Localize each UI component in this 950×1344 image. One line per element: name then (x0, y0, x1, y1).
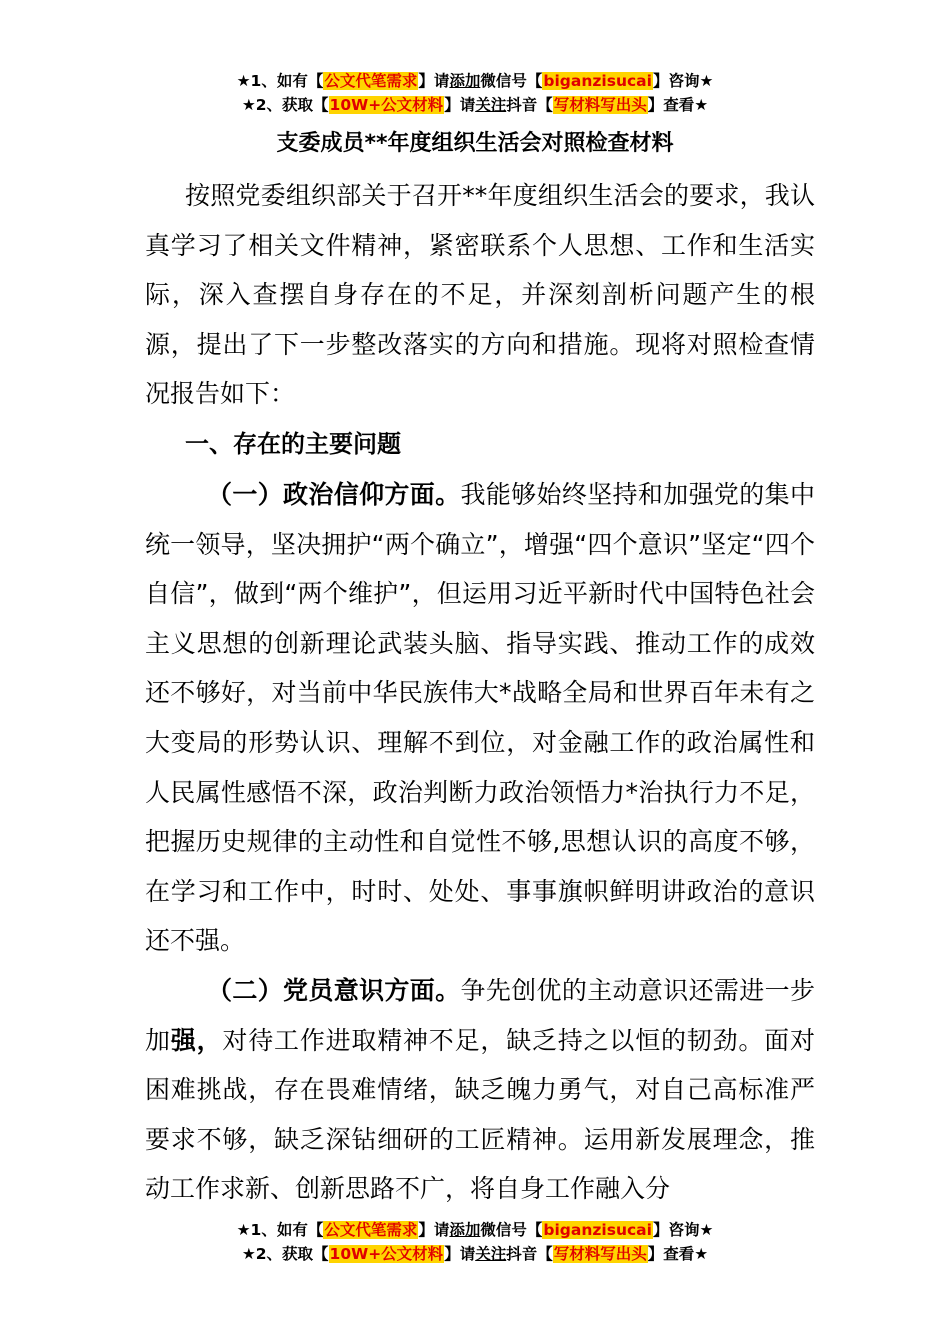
promo-highlight: biganzisucai (543, 72, 652, 90)
promo-highlight: 10W+公文材料 (329, 1245, 444, 1263)
promo-underlined: 添加 (449, 72, 481, 90)
item-2-paragraph (145, 966, 815, 1214)
promo-text: 抖音【 (506, 96, 553, 114)
promo-text: ★1、如有【 (236, 72, 324, 90)
promo-text: 】查看★ (647, 1245, 709, 1263)
promo-line-1 (0, 69, 950, 93)
item-2-text: 争先创优的主动意识还需进一步加 (145, 976, 815, 1055)
item-1-heading: （一）政治信仰方面。 (207, 480, 461, 509)
promo-text: 】查看★ (647, 96, 709, 114)
promo-text: 】请 (444, 96, 476, 114)
intro-paragraph (145, 171, 815, 419)
promo-text: 】请 (418, 72, 450, 90)
promo-text: ★1、如有【 (236, 1221, 324, 1239)
promo-highlight: biganzisucai (543, 1221, 652, 1239)
section-heading: 一、存在的主要问题 (185, 430, 401, 458)
promo-text: 】请 (444, 1245, 476, 1263)
promo-banner-bottom (0, 1218, 950, 1266)
promo-text: ★2、获取【 (241, 96, 329, 114)
promo-underlined: 关注 (475, 1245, 507, 1263)
promo-highlight: 10W+公文材料 (329, 96, 444, 114)
promo-line-1 (0, 1218, 950, 1242)
item-1-paragraph (145, 470, 815, 966)
promo-text: 】咨询★ (652, 72, 714, 90)
document-title: 支委成员**年度组织生活会对照检查材料 (276, 131, 674, 156)
promo-text: 微信号【 (480, 1221, 543, 1239)
promo-text: ★2、获取【 (241, 1245, 329, 1263)
item-1-text: 我能够始终坚持和加强党的集中统一领导，坚决拥护“两个确立”，增强“四个意识”坚定“四个自信”，做到“两个维护”，但运用习近平新时代中国特色社会主义思想的创新理论武装头脑、指导实践、推动工作的成效还不够好，对当前中华民族伟大*战略全局和世界百年未有之大变局的形势认识、理解不到位，对金融工作的政治属性和人民属性感悟不深，政治判断力政治领悟力*治执行力不足，把握历史规律的主动性和自觉性不够,思想认识的高度不够，在学习和工作中，时时、处处、事事旗帜鲜明讲政治的意识还不强。 (145, 480, 815, 956)
promo-underlined: 添加 (449, 1221, 481, 1239)
promo-text: 抖音【 (506, 1245, 553, 1263)
intro-text: 按照党委组织部关于召开**年度组织生活会的要求，我认真学习了相关文件精神，紧密联系个人思想、工作和生活实际，深入查摆自身存在的不足，并深刻剖析问题产生的根源，提出了下一步整改落实的方向和措施。现将对照检查情况报告如下： (145, 181, 815, 409)
item-2-bold-text: 强， (170, 1025, 223, 1055)
item-2-heading: （二）党员意识方面。 (207, 976, 461, 1005)
promo-banner-top (0, 69, 950, 117)
promo-highlight: 公文代笔需求 (324, 1221, 418, 1239)
promo-text: 微信号【 (480, 72, 543, 90)
promo-text: 】咨询★ (652, 1221, 714, 1239)
promo-line-2 (0, 1242, 950, 1266)
promo-text: 】请 (418, 1221, 450, 1239)
item-2-text-cont: 对待工作进取精神不足，缺乏持之以恒的韧劲。面对困难挑战，存在畏难情绪，缺乏魄力勇气，对自己高标准严要求不够，缺乏深钻细研的工匠精神。运用新发展理念，推动工作求新、创新思路不广，将自身工作融入分 (145, 1025, 815, 1204)
promo-line-2 (0, 93, 950, 117)
promo-underlined: 关注 (475, 96, 507, 114)
promo-highlight: 写材料写出头 (553, 1245, 647, 1263)
promo-highlight: 公文代笔需求 (324, 72, 418, 90)
promo-highlight: 写材料写出头 (553, 96, 647, 114)
